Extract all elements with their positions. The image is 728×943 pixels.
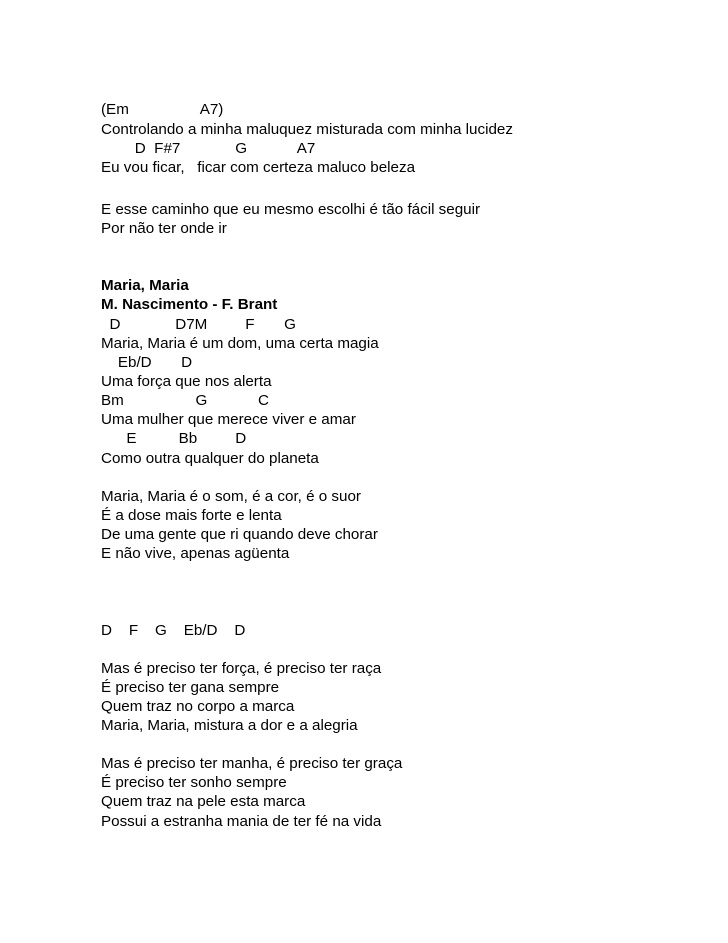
lyric-line: Mas é preciso ter força, é preciso ter raça <box>101 660 382 677</box>
lyric-line: Maria, Maria é um dom, uma certa magia <box>101 335 379 352</box>
lyric-line: Maria, Maria, mistura a dor e a alegria <box>101 717 358 734</box>
chord-line: (Em A7) <box>101 101 224 118</box>
lyric-line: E esse caminho que eu mesmo escolhi é tão fácil seguir <box>101 201 481 218</box>
chord-line: D D7M F G <box>101 316 296 333</box>
song-authors: M. Nascimento - F. Brant <box>101 296 278 313</box>
lyric-line: É preciso ter sonho sempre <box>101 774 287 791</box>
lyric-line: Como outra qualquer do planeta <box>101 450 319 467</box>
lyric-line: Uma força que nos alerta <box>101 373 272 390</box>
lyric-line: E não vive, apenas agüenta <box>101 545 290 562</box>
chord-line: D F G Eb/D D <box>101 622 246 639</box>
lyric-line: Uma mulher que merece viver e amar <box>101 411 356 428</box>
chord-line: Eb/D D <box>101 354 193 371</box>
lyric-line: É preciso ter gana sempre <box>101 679 280 696</box>
chord-line: D F#7 G A7 <box>101 140 316 157</box>
chord-line: Bm G C <box>101 392 269 409</box>
lyric-line: Quem traz na pele esta marca <box>101 793 306 810</box>
lyric-line: Controlando a minha maluquez misturada com minha lucidez <box>101 121 513 138</box>
lyric-line: Mas é preciso ter manha, é preciso ter graça <box>101 755 403 772</box>
lyric-line: Eu vou ficar, ficar com certeza maluco beleza <box>101 159 416 176</box>
lyric-line: Quem traz no corpo a marca <box>101 698 295 715</box>
lyric-line: Por não ter onde ir <box>101 220 227 237</box>
song-title: Maria, Maria <box>101 277 189 294</box>
lyric-line: É a dose mais forte e lenta <box>101 507 282 524</box>
chord-line: E Bb D <box>101 430 247 447</box>
lyric-line: Maria, Maria é o som, é a cor, é o suor <box>101 488 361 505</box>
lyric-line: Possui a estranha mania de ter fé na vida <box>101 813 382 830</box>
lyric-line: De uma gente que ri quando deve chorar <box>101 526 378 543</box>
